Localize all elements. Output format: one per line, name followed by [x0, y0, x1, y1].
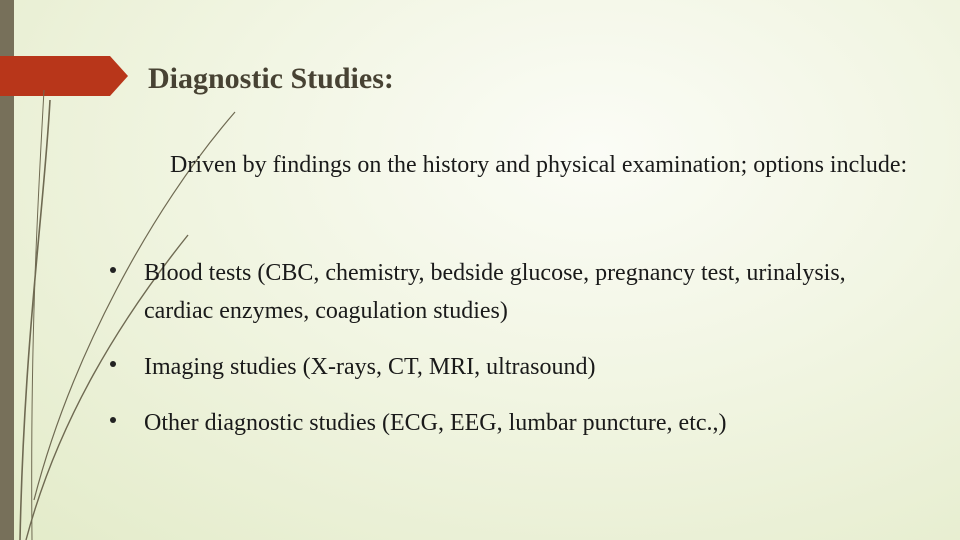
title-accent-arrow	[0, 56, 128, 96]
bullet-icon	[110, 267, 116, 273]
bullet-text: Other diagnostic studies (ECG, EEG, lumbar puncture, etc.,)	[144, 410, 727, 436]
intro-paragraph: Driven by findings on the history and physical examination; options include:	[170, 152, 908, 178]
bullet-item-blood-tests	[110, 254, 890, 330]
bullet-icon	[110, 417, 116, 423]
bullet-text: Blood tests (CBC, chemistry, bedside glucose, pregnancy test, urinalysis, cardiac enzymes, coagulation studies)	[144, 260, 846, 324]
bullet-icon	[110, 361, 116, 367]
bullet-text: Imaging studies (X-rays, CT, MRI, ultrasound)	[144, 354, 596, 380]
bullet-list	[110, 254, 890, 460]
slide-title: Diagnostic Studies:	[148, 62, 394, 95]
bullet-item-imaging-studies	[110, 348, 890, 386]
bullet-item-other-studies	[110, 404, 890, 442]
